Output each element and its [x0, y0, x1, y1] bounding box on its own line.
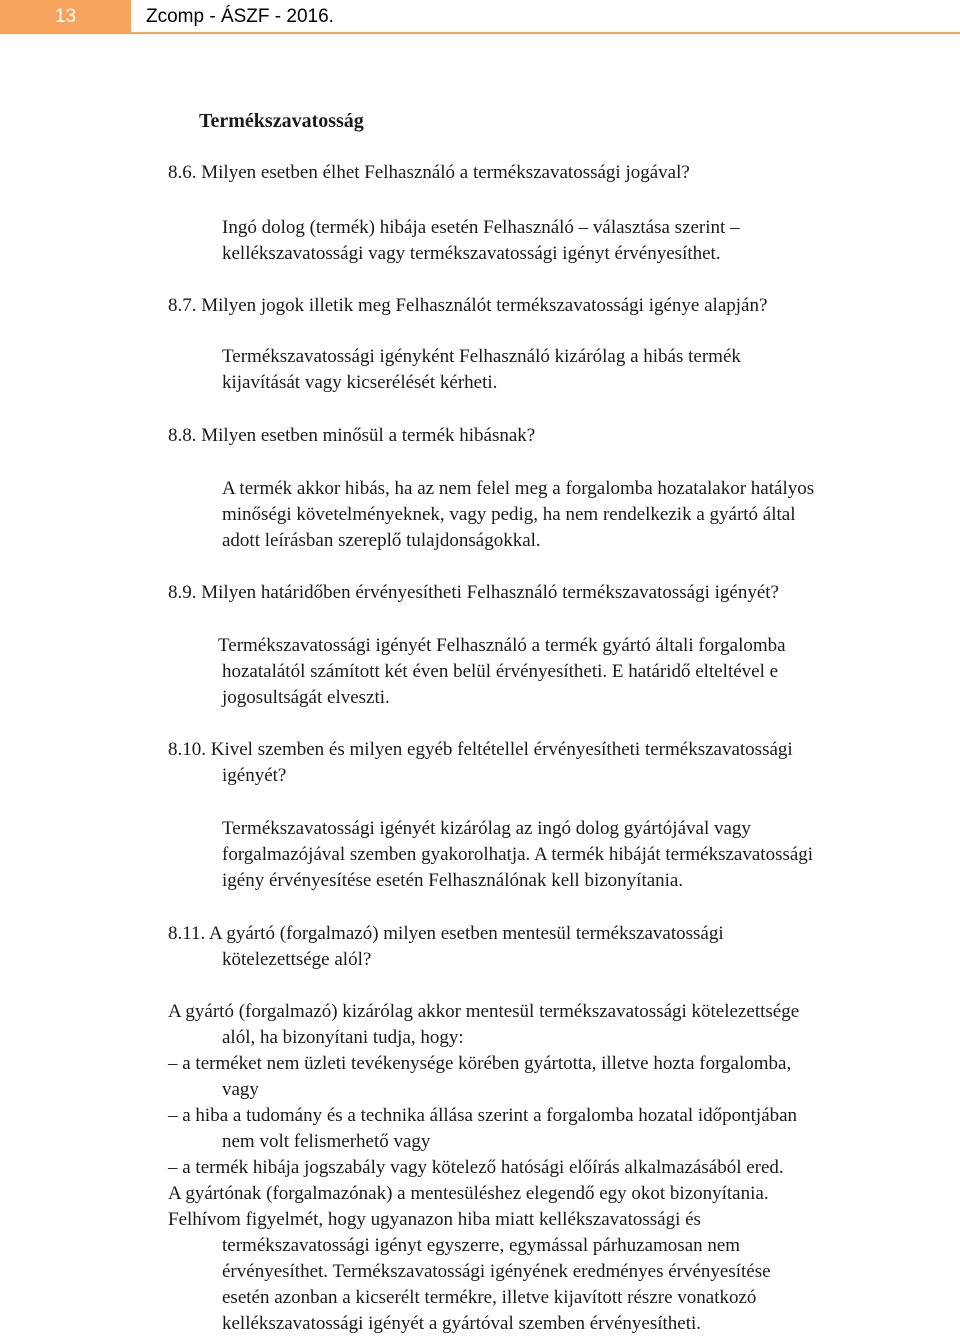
answer-line: Termékszavatossági igényét kizárólag az ingó dolog gyártójával vagy: [222, 818, 751, 839]
question-8-7: 8.7. Milyen jogok illetik meg Felhasználót termékszavatossági igénye alapján?: [168, 295, 768, 316]
answer-line: Termékszavatossági igényként Felhasználó kizárólag a hibás termék: [222, 346, 741, 367]
answer-line: forgalmazójával szemben gyakorolhatja. A termék hibáját termékszavatossági: [222, 844, 814, 865]
question-8-6: 8.6. Milyen esetben élhet Felhasználó a termékszavatossági jogával?: [168, 162, 690, 183]
question-8-10: 8.10. Kivel szemben és milyen egyéb feltétellel érvényesítheti termékszavatossági: [168, 739, 793, 760]
document-title: Zcomp - ÁSZF - 2016.: [146, 6, 334, 27]
question-8-9: 8.9. Milyen határidőben érvényesítheti Felhasználó termékszavatossági igényét?: [168, 582, 779, 603]
answer-line: esetén azonban a kicserélt termékre, illetve kijavított részre vonatkozó: [222, 1287, 757, 1308]
answer-line: Felhívom figyelmét, hogy ugyanazon hiba miatt kellékszavatossági és: [168, 1209, 701, 1230]
page-number: 13: [0, 0, 131, 34]
question-8-10-cont: igényét?: [222, 765, 287, 786]
answer-line: termékszavatossági igényt egyszerre, egymással párhuzamosan nem: [222, 1235, 741, 1256]
list-item: – a hiba a tudomány és a technika állása szerint a forgalomba hozatal időpontjában: [168, 1105, 798, 1126]
answer-line: jogosultságát elveszti.: [222, 687, 390, 708]
question-8-8: 8.8. Milyen esetben minősül a termék hibásnak?: [168, 425, 536, 446]
header-divider: [131, 32, 960, 34]
answer-line: kellékszavatossági vagy termékszavatossági igényt érvényesíthet.: [222, 243, 721, 264]
answer-line: adott leírásban szereplő tulajdonságokkal.: [222, 530, 541, 551]
question-8-11-cont: kötelezettsége alól?: [222, 949, 372, 970]
answer-line: A termék akkor hibás, ha az nem felel meg a forgalomba hozatalakor hatályos: [222, 478, 815, 499]
answer-line: kellékszavatossági igényét a gyártóval szemben érvényesítheti.: [222, 1313, 702, 1334]
answer-line: igény érvényesítése esetén Felhasználónak kell bizonyítania.: [222, 870, 684, 891]
section-title: Termékszavatosság: [199, 110, 364, 132]
answer-line: A gyártó (forgalmazó) kizárólag akkor mentesül termékszavatossági kötelezettsége: [168, 1001, 800, 1022]
page-header: [0, 0, 960, 34]
list-item: – a terméket nem üzleti tevékenysége körében gyártotta, illetve hozta forgalomba,: [168, 1053, 792, 1074]
answer-line: hozatalától számított két éven belül érvényesítheti. E határidő elteltével e: [222, 661, 779, 682]
answer-line: kijavítását vagy kicserélését kérheti.: [222, 372, 498, 393]
answer-line: érvényesíthet. Termékszavatossági igényének eredményes érvényesítése: [222, 1261, 771, 1282]
answer-line: Ingó dolog (termék) hibája esetén Felhasználó – választása szerint –: [222, 217, 740, 238]
list-item-cont: vagy: [222, 1079, 259, 1100]
answer-line: minőségi követelményeknek, vagy pedig, ha nem rendelkezik a gyártó által: [222, 504, 796, 525]
answer-line: alól, ha bizonyítani tudja, hogy:: [222, 1027, 464, 1048]
answer-line: A gyártónak (forgalmazónak) a mentesüléshez elegendő egy okot bizonyítania.: [168, 1183, 769, 1204]
question-8-11: 8.11. A gyártó (forgalmazó) milyen esetben mentesül termékszavatossági: [168, 923, 724, 944]
answer-line: Termékszavatossági igényét Felhasználó a termék gyártó általi forgalomba: [218, 635, 786, 656]
list-item: – a termék hibája jogszabály vagy kötelező hatósági előírás alkalmazásából ered.: [168, 1157, 784, 1178]
list-item-cont: nem volt felismerhető vagy: [222, 1131, 431, 1152]
